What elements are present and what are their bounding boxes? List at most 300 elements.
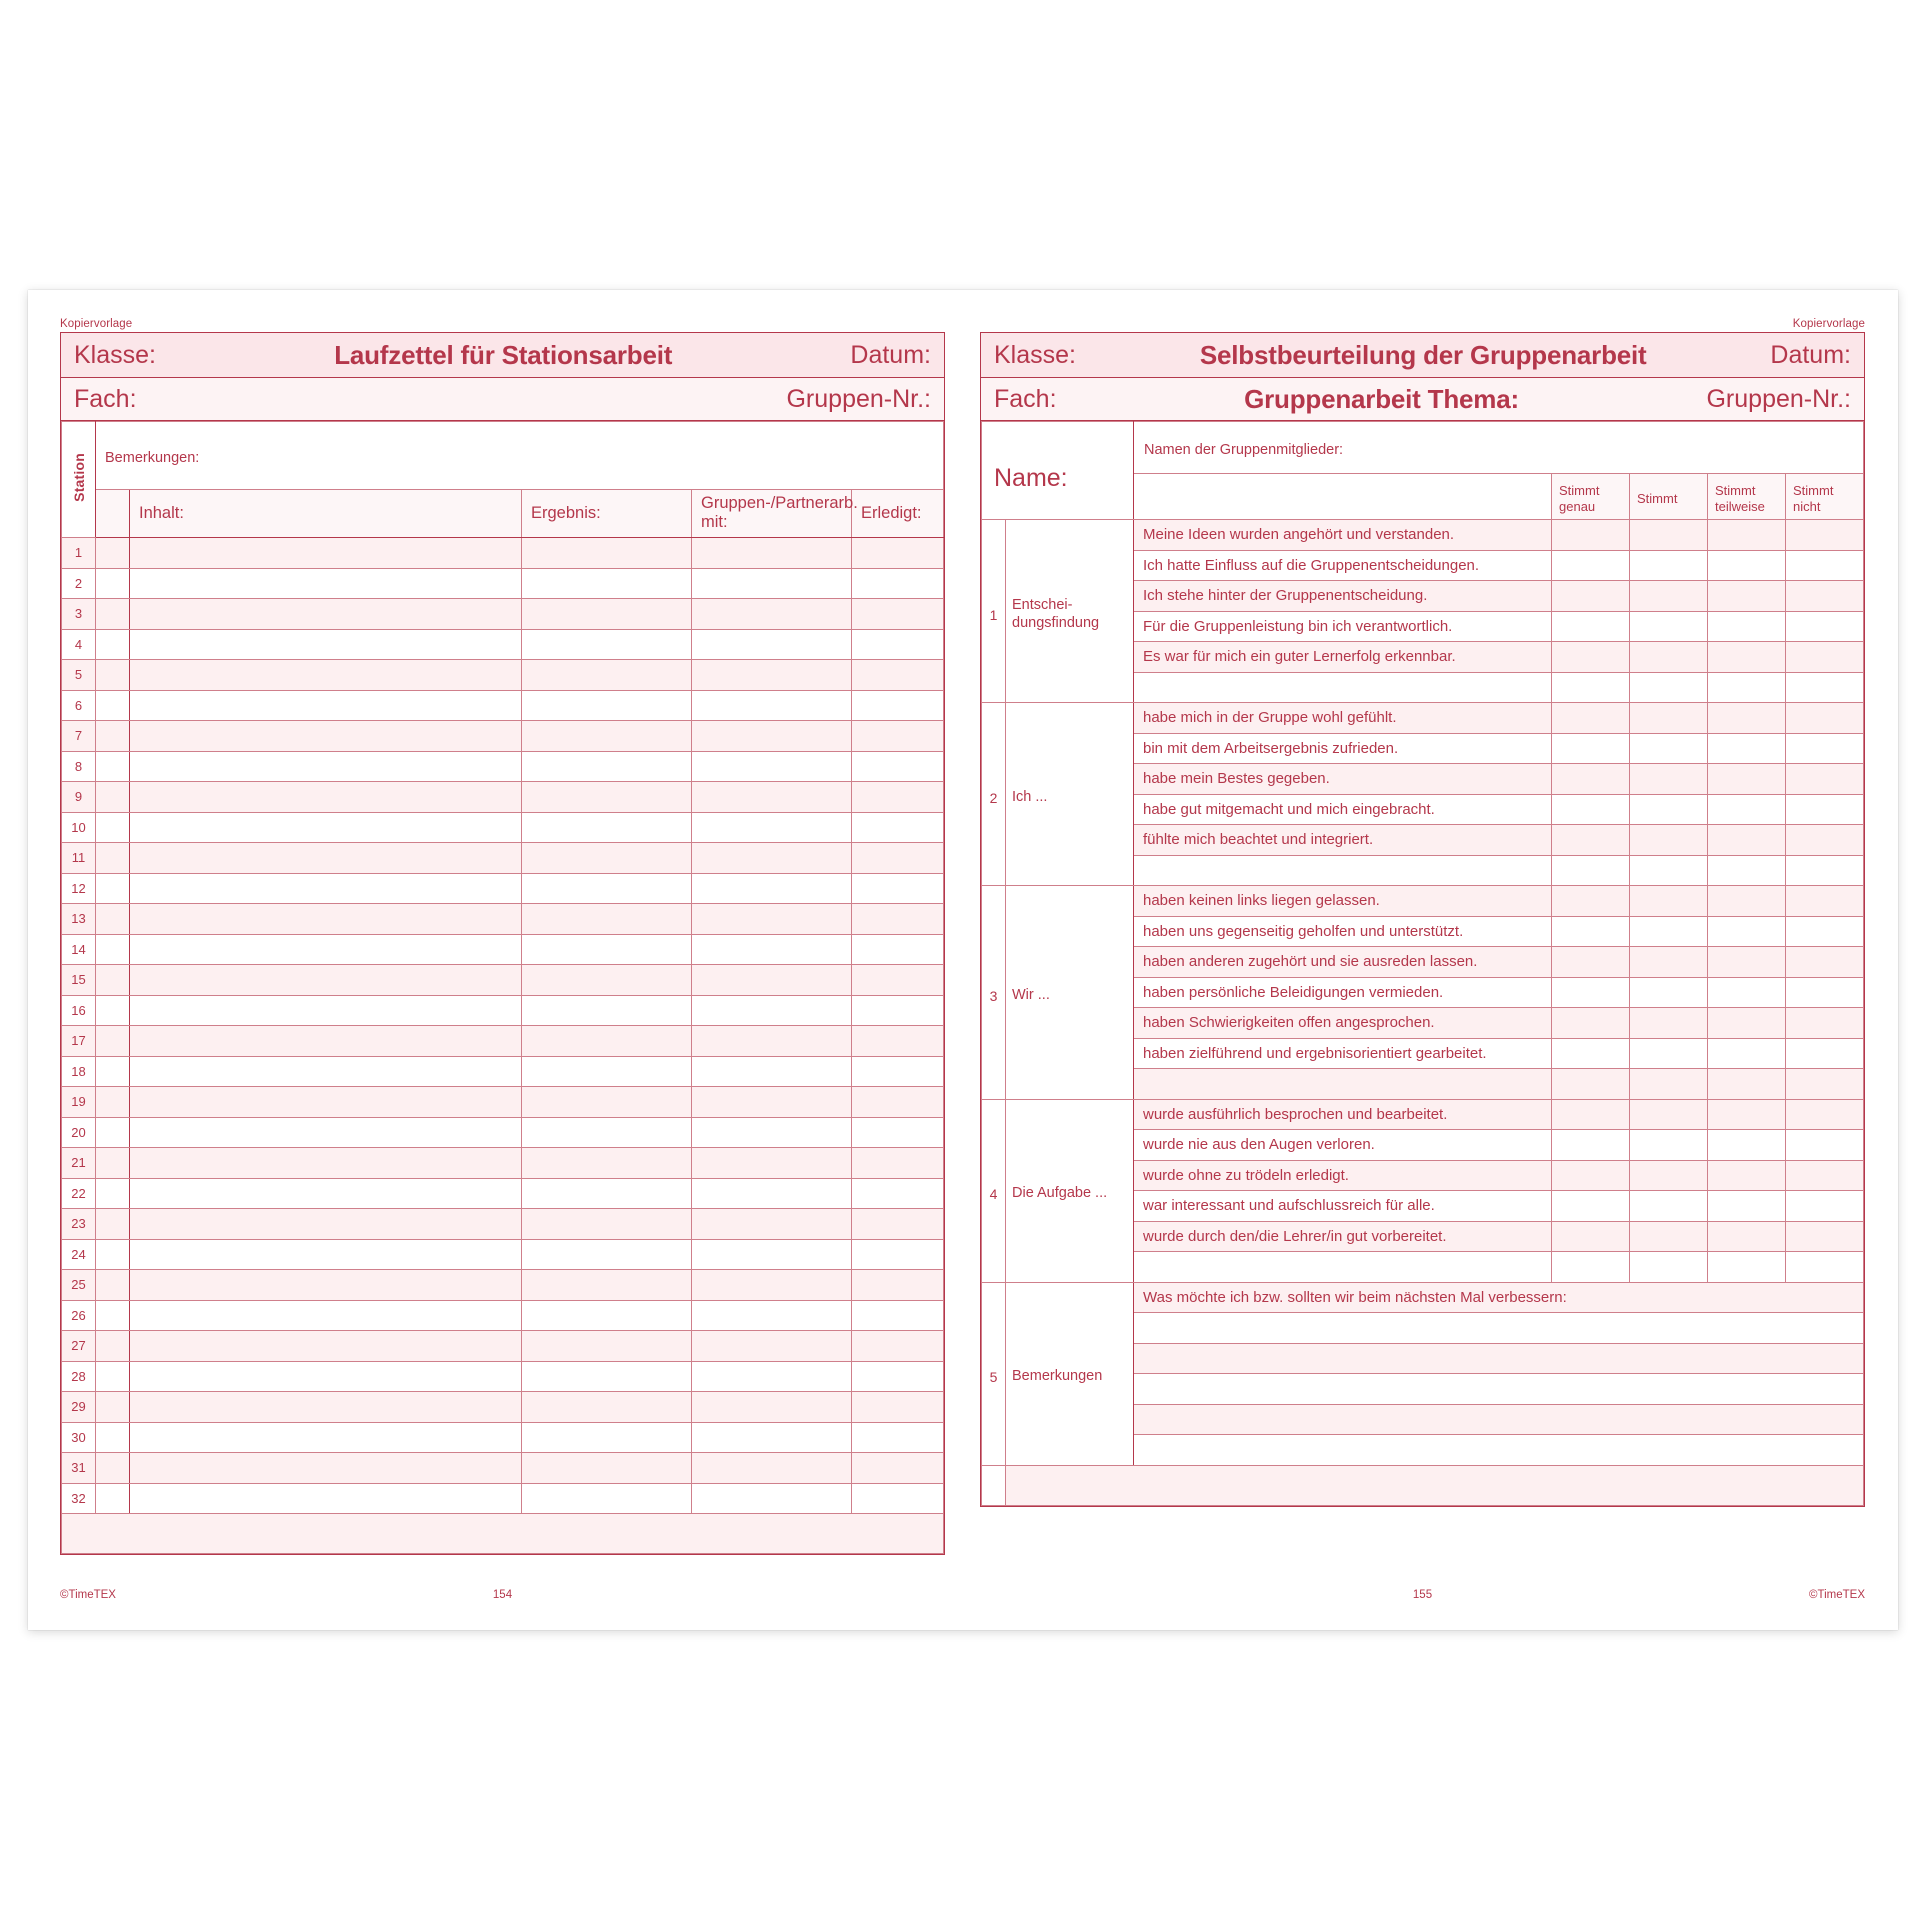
rating-checkbox-cell[interactable] xyxy=(1786,1252,1864,1283)
rating-checkbox-cell[interactable] xyxy=(1708,825,1786,856)
table-row[interactable] xyxy=(62,1331,944,1362)
row-station-cell[interactable] xyxy=(96,1239,130,1270)
row-erledigt-cell[interactable] xyxy=(851,1026,943,1057)
blank-statement-cell[interactable] xyxy=(1134,1069,1552,1100)
row-inhalt-cell[interactable] xyxy=(130,1300,522,1331)
rating-checkbox-cell[interactable] xyxy=(1552,1069,1630,1100)
row-gruppen-cell[interactable] xyxy=(691,1392,851,1423)
remarks-input-line[interactable] xyxy=(1134,1404,1864,1435)
row-gruppen-cell[interactable] xyxy=(691,1453,851,1484)
row-station-cell[interactable] xyxy=(96,934,130,965)
blank-statement-cell[interactable] xyxy=(1134,672,1552,703)
row-gruppen-cell[interactable] xyxy=(691,782,851,813)
rating-checkbox-cell[interactable] xyxy=(1786,947,1864,978)
row-inhalt-cell[interactable] xyxy=(130,1270,522,1301)
row-ergebnis-cell[interactable] xyxy=(521,599,691,630)
row-station-cell[interactable] xyxy=(96,1300,130,1331)
statement-row[interactable] xyxy=(982,703,1864,734)
rating-checkbox-cell[interactable] xyxy=(1786,1130,1864,1161)
row-gruppen-cell[interactable] xyxy=(691,629,851,660)
rating-checkbox-cell[interactable] xyxy=(1630,672,1708,703)
row-inhalt-cell[interactable] xyxy=(130,965,522,996)
rating-checkbox-cell[interactable] xyxy=(1630,642,1708,673)
row-erledigt-cell[interactable] xyxy=(851,1239,943,1270)
row-ergebnis-cell[interactable] xyxy=(521,629,691,660)
rating-checkbox-cell[interactable] xyxy=(1786,886,1864,917)
rating-checkbox-cell[interactable] xyxy=(1786,581,1864,612)
row-station-cell[interactable] xyxy=(96,538,130,569)
row-erledigt-cell[interactable] xyxy=(851,873,943,904)
row-erledigt-cell[interactable] xyxy=(851,1209,943,1240)
row-erledigt-cell[interactable] xyxy=(851,1056,943,1087)
row-gruppen-cell[interactable] xyxy=(691,1117,851,1148)
row-station-cell[interactable] xyxy=(96,690,130,721)
row-ergebnis-cell[interactable] xyxy=(521,782,691,813)
row-station-cell[interactable] xyxy=(96,812,130,843)
rating-checkbox-cell[interactable] xyxy=(1630,1130,1708,1161)
rating-checkbox-cell[interactable] xyxy=(1786,611,1864,642)
row-gruppen-cell[interactable] xyxy=(691,1178,851,1209)
row-inhalt-cell[interactable] xyxy=(130,1239,522,1270)
row-station-cell[interactable] xyxy=(96,568,130,599)
rating-checkbox-cell[interactable] xyxy=(1552,642,1630,673)
row-station-cell[interactable] xyxy=(96,843,130,874)
rating-checkbox-cell[interactable] xyxy=(1552,581,1630,612)
rating-checkbox-cell[interactable] xyxy=(1630,825,1708,856)
rating-checkbox-cell[interactable] xyxy=(1708,1191,1786,1222)
table-row[interactable] xyxy=(62,599,944,630)
row-ergebnis-cell[interactable] xyxy=(521,721,691,752)
rating-checkbox-cell[interactable] xyxy=(1630,886,1708,917)
statement-row[interactable] xyxy=(982,1099,1864,1130)
rating-checkbox-cell[interactable] xyxy=(1630,1221,1708,1252)
rating-checkbox-cell[interactable] xyxy=(1708,1008,1786,1039)
rating-checkbox-cell[interactable] xyxy=(1786,1069,1864,1100)
row-station-cell[interactable] xyxy=(96,1392,130,1423)
rating-checkbox-cell[interactable] xyxy=(1708,672,1786,703)
rating-checkbox-cell[interactable] xyxy=(1630,764,1708,795)
row-gruppen-cell[interactable] xyxy=(691,1270,851,1301)
row-station-cell[interactable] xyxy=(96,660,130,691)
row-ergebnis-cell[interactable] xyxy=(521,1026,691,1057)
row-erledigt-cell[interactable] xyxy=(851,843,943,874)
rating-checkbox-cell[interactable] xyxy=(1552,977,1630,1008)
table-row[interactable] xyxy=(62,843,944,874)
statement-row[interactable] xyxy=(982,886,1864,917)
row-erledigt-cell[interactable] xyxy=(851,599,943,630)
row-gruppen-cell[interactable] xyxy=(691,1148,851,1179)
row-erledigt-cell[interactable] xyxy=(851,538,943,569)
row-ergebnis-cell[interactable] xyxy=(521,1422,691,1453)
row-erledigt-cell[interactable] xyxy=(851,1361,943,1392)
row-ergebnis-cell[interactable] xyxy=(521,812,691,843)
row-station-cell[interactable] xyxy=(96,904,130,935)
table-row[interactable] xyxy=(62,1483,944,1514)
row-erledigt-cell[interactable] xyxy=(851,1148,943,1179)
row-ergebnis-cell[interactable] xyxy=(521,1300,691,1331)
rating-checkbox-cell[interactable] xyxy=(1630,520,1708,551)
rating-checkbox-cell[interactable] xyxy=(1630,1008,1708,1039)
row-erledigt-cell[interactable] xyxy=(851,1117,943,1148)
rating-checkbox-cell[interactable] xyxy=(1786,520,1864,551)
row-gruppen-cell[interactable] xyxy=(691,1087,851,1118)
rating-checkbox-cell[interactable] xyxy=(1630,1099,1708,1130)
rating-checkbox-cell[interactable] xyxy=(1708,520,1786,551)
row-gruppen-cell[interactable] xyxy=(691,599,851,630)
rating-checkbox-cell[interactable] xyxy=(1786,1038,1864,1069)
row-station-cell[interactable] xyxy=(96,1178,130,1209)
row-erledigt-cell[interactable] xyxy=(851,995,943,1026)
row-station-cell[interactable] xyxy=(96,751,130,782)
row-gruppen-cell[interactable] xyxy=(691,965,851,996)
table-row[interactable] xyxy=(62,873,944,904)
rating-checkbox-cell[interactable] xyxy=(1708,581,1786,612)
rating-checkbox-cell[interactable] xyxy=(1630,1069,1708,1100)
row-erledigt-cell[interactable] xyxy=(851,1178,943,1209)
row-inhalt-cell[interactable] xyxy=(130,812,522,843)
table-row[interactable] xyxy=(62,812,944,843)
blank-statement-cell[interactable] xyxy=(1134,855,1552,886)
table-row[interactable] xyxy=(62,1026,944,1057)
row-ergebnis-cell[interactable] xyxy=(521,1453,691,1484)
rating-checkbox-cell[interactable] xyxy=(1630,947,1708,978)
row-station-cell[interactable] xyxy=(96,1453,130,1484)
rating-checkbox-cell[interactable] xyxy=(1786,1099,1864,1130)
rating-checkbox-cell[interactable] xyxy=(1552,794,1630,825)
row-inhalt-cell[interactable] xyxy=(130,1209,522,1240)
row-gruppen-cell[interactable] xyxy=(691,1056,851,1087)
row-gruppen-cell[interactable] xyxy=(691,904,851,935)
row-gruppen-cell[interactable] xyxy=(691,1422,851,1453)
rating-checkbox-cell[interactable] xyxy=(1708,1130,1786,1161)
rating-checkbox-cell[interactable] xyxy=(1552,1038,1630,1069)
rating-checkbox-cell[interactable] xyxy=(1630,1252,1708,1283)
rating-checkbox-cell[interactable] xyxy=(1630,733,1708,764)
row-station-cell[interactable] xyxy=(96,1331,130,1362)
row-ergebnis-cell[interactable] xyxy=(521,1087,691,1118)
rating-checkbox-cell[interactable] xyxy=(1786,977,1864,1008)
row-ergebnis-cell[interactable] xyxy=(521,995,691,1026)
row-ergebnis-cell[interactable] xyxy=(521,751,691,782)
rating-checkbox-cell[interactable] xyxy=(1552,1099,1630,1130)
row-station-cell[interactable] xyxy=(96,1056,130,1087)
row-gruppen-cell[interactable] xyxy=(691,660,851,691)
table-row[interactable] xyxy=(62,965,944,996)
row-station-cell[interactable] xyxy=(96,1209,130,1240)
row-erledigt-cell[interactable] xyxy=(851,965,943,996)
row-inhalt-cell[interactable] xyxy=(130,1361,522,1392)
rating-checkbox-cell[interactable] xyxy=(1630,855,1708,886)
row-gruppen-cell[interactable] xyxy=(691,934,851,965)
row-gruppen-cell[interactable] xyxy=(691,843,851,874)
row-gruppen-cell[interactable] xyxy=(691,995,851,1026)
rating-checkbox-cell[interactable] xyxy=(1630,1038,1708,1069)
row-gruppen-cell[interactable] xyxy=(691,1239,851,1270)
row-inhalt-cell[interactable] xyxy=(130,934,522,965)
row-ergebnis-cell[interactable] xyxy=(521,843,691,874)
table-row[interactable] xyxy=(62,1422,944,1453)
row-station-cell[interactable] xyxy=(96,1087,130,1118)
rating-checkbox-cell[interactable] xyxy=(1786,1191,1864,1222)
row-erledigt-cell[interactable] xyxy=(851,568,943,599)
row-inhalt-cell[interactable] xyxy=(130,660,522,691)
row-gruppen-cell[interactable] xyxy=(691,690,851,721)
rating-checkbox-cell[interactable] xyxy=(1630,1160,1708,1191)
table-row[interactable] xyxy=(62,1056,944,1087)
rating-checkbox-cell[interactable] xyxy=(1552,947,1630,978)
row-ergebnis-cell[interactable] xyxy=(521,1361,691,1392)
row-ergebnis-cell[interactable] xyxy=(521,1483,691,1514)
rating-checkbox-cell[interactable] xyxy=(1552,1130,1630,1161)
row-station-cell[interactable] xyxy=(96,782,130,813)
row-station-cell[interactable] xyxy=(96,873,130,904)
table-row[interactable] xyxy=(62,1148,944,1179)
rating-checkbox-cell[interactable] xyxy=(1708,550,1786,581)
remarks-input-line[interactable] xyxy=(1134,1343,1864,1374)
rating-checkbox-cell[interactable] xyxy=(1552,1008,1630,1039)
row-inhalt-cell[interactable] xyxy=(130,751,522,782)
table-row[interactable] xyxy=(62,660,944,691)
rating-checkbox-cell[interactable] xyxy=(1630,916,1708,947)
rating-checkbox-cell[interactable] xyxy=(1552,825,1630,856)
row-gruppen-cell[interactable] xyxy=(691,538,851,569)
row-gruppen-cell[interactable] xyxy=(691,1209,851,1240)
row-erledigt-cell[interactable] xyxy=(851,1453,943,1484)
rating-checkbox-cell[interactable] xyxy=(1708,1252,1786,1283)
table-row[interactable] xyxy=(62,690,944,721)
rating-checkbox-cell[interactable] xyxy=(1786,703,1864,734)
rating-checkbox-cell[interactable] xyxy=(1552,672,1630,703)
row-gruppen-cell[interactable] xyxy=(691,568,851,599)
rating-checkbox-cell[interactable] xyxy=(1630,550,1708,581)
table-row[interactable] xyxy=(62,538,944,569)
table-row[interactable] xyxy=(62,995,944,1026)
row-erledigt-cell[interactable] xyxy=(851,1300,943,1331)
table-row[interactable] xyxy=(62,1453,944,1484)
row-erledigt-cell[interactable] xyxy=(851,782,943,813)
table-row[interactable] xyxy=(62,1270,944,1301)
rating-checkbox-cell[interactable] xyxy=(1786,1160,1864,1191)
row-inhalt-cell[interactable] xyxy=(130,1087,522,1118)
name-field-label[interactable]: Name: xyxy=(982,422,1134,520)
rating-checkbox-cell[interactable] xyxy=(1708,794,1786,825)
row-gruppen-cell[interactable] xyxy=(691,1026,851,1057)
row-ergebnis-cell[interactable] xyxy=(521,934,691,965)
row-inhalt-cell[interactable] xyxy=(130,1331,522,1362)
table-row[interactable] xyxy=(62,721,944,752)
rating-checkbox-cell[interactable] xyxy=(1708,977,1786,1008)
row-inhalt-cell[interactable] xyxy=(130,904,522,935)
rating-checkbox-cell[interactable] xyxy=(1630,1191,1708,1222)
table-row[interactable] xyxy=(62,1178,944,1209)
rating-checkbox-cell[interactable] xyxy=(1630,703,1708,734)
row-inhalt-cell[interactable] xyxy=(130,1026,522,1057)
row-inhalt-cell[interactable] xyxy=(130,629,522,660)
row-erledigt-cell[interactable] xyxy=(851,1331,943,1362)
row-inhalt-cell[interactable] xyxy=(130,1392,522,1423)
rating-checkbox-cell[interactable] xyxy=(1630,611,1708,642)
rating-checkbox-cell[interactable] xyxy=(1630,794,1708,825)
row-station-cell[interactable] xyxy=(96,1483,130,1514)
rating-checkbox-cell[interactable] xyxy=(1708,764,1786,795)
row-gruppen-cell[interactable] xyxy=(691,1361,851,1392)
row-station-cell[interactable] xyxy=(96,1270,130,1301)
row-ergebnis-cell[interactable] xyxy=(521,1148,691,1179)
rating-checkbox-cell[interactable] xyxy=(1552,703,1630,734)
row-ergebnis-cell[interactable] xyxy=(521,1117,691,1148)
rating-checkbox-cell[interactable] xyxy=(1708,1069,1786,1100)
rating-checkbox-cell[interactable] xyxy=(1630,977,1708,1008)
row-inhalt-cell[interactable] xyxy=(130,1117,522,1148)
table-row[interactable] xyxy=(62,1117,944,1148)
row-station-cell[interactable] xyxy=(96,1117,130,1148)
table-row[interactable] xyxy=(62,1300,944,1331)
table-row[interactable] xyxy=(62,934,944,965)
rating-checkbox-cell[interactable] xyxy=(1786,1221,1864,1252)
row-inhalt-cell[interactable] xyxy=(130,721,522,752)
row-erledigt-cell[interactable] xyxy=(851,1392,943,1423)
row-ergebnis-cell[interactable] xyxy=(521,1270,691,1301)
rating-checkbox-cell[interactable] xyxy=(1552,886,1630,917)
rating-checkbox-cell[interactable] xyxy=(1708,855,1786,886)
row-gruppen-cell[interactable] xyxy=(691,873,851,904)
rating-checkbox-cell[interactable] xyxy=(1708,1099,1786,1130)
rating-checkbox-cell[interactable] xyxy=(1786,1008,1864,1039)
rating-checkbox-cell[interactable] xyxy=(1552,1221,1630,1252)
row-inhalt-cell[interactable] xyxy=(130,568,522,599)
row-gruppen-cell[interactable] xyxy=(691,1483,851,1514)
rating-checkbox-cell[interactable] xyxy=(1708,703,1786,734)
rating-checkbox-cell[interactable] xyxy=(1786,916,1864,947)
rating-checkbox-cell[interactable] xyxy=(1552,1252,1630,1283)
rating-checkbox-cell[interactable] xyxy=(1708,1221,1786,1252)
blank-statement-cell[interactable] xyxy=(1134,1252,1552,1283)
rating-checkbox-cell[interactable] xyxy=(1786,550,1864,581)
row-ergebnis-cell[interactable] xyxy=(521,568,691,599)
rating-checkbox-cell[interactable] xyxy=(1708,733,1786,764)
row-inhalt-cell[interactable] xyxy=(130,1178,522,1209)
row-inhalt-cell[interactable] xyxy=(130,538,522,569)
row-erledigt-cell[interactable] xyxy=(851,721,943,752)
row-gruppen-cell[interactable] xyxy=(691,1300,851,1331)
row-ergebnis-cell[interactable] xyxy=(521,965,691,996)
rating-checkbox-cell[interactable] xyxy=(1708,947,1786,978)
row-ergebnis-cell[interactable] xyxy=(521,1209,691,1240)
row-station-cell[interactable] xyxy=(96,599,130,630)
row-erledigt-cell[interactable] xyxy=(851,690,943,721)
row-ergebnis-cell[interactable] xyxy=(521,1239,691,1270)
row-erledigt-cell[interactable] xyxy=(851,1483,943,1514)
row-inhalt-cell[interactable] xyxy=(130,690,522,721)
rating-checkbox-cell[interactable] xyxy=(1708,642,1786,673)
table-row[interactable] xyxy=(62,1087,944,1118)
table-row[interactable] xyxy=(62,904,944,935)
rating-checkbox-cell[interactable] xyxy=(1786,825,1864,856)
row-inhalt-cell[interactable] xyxy=(130,1453,522,1484)
rating-checkbox-cell[interactable] xyxy=(1552,916,1630,947)
rating-checkbox-cell[interactable] xyxy=(1552,611,1630,642)
row-ergebnis-cell[interactable] xyxy=(521,1392,691,1423)
row-station-cell[interactable] xyxy=(96,1361,130,1392)
row-inhalt-cell[interactable] xyxy=(130,599,522,630)
row-erledigt-cell[interactable] xyxy=(851,904,943,935)
row-station-cell[interactable] xyxy=(96,1422,130,1453)
statement-row[interactable] xyxy=(982,520,1864,551)
table-row[interactable] xyxy=(62,1209,944,1240)
rating-checkbox-cell[interactable] xyxy=(1786,642,1864,673)
row-erledigt-cell[interactable] xyxy=(851,934,943,965)
row-inhalt-cell[interactable] xyxy=(130,873,522,904)
rating-checkbox-cell[interactable] xyxy=(1708,1038,1786,1069)
row-station-cell[interactable] xyxy=(96,721,130,752)
row-inhalt-cell[interactable] xyxy=(130,1483,522,1514)
table-row[interactable] xyxy=(62,782,944,813)
row-erledigt-cell[interactable] xyxy=(851,1422,943,1453)
remarks-input-line[interactable] xyxy=(1134,1374,1864,1405)
row-ergebnis-cell[interactable] xyxy=(521,904,691,935)
row-gruppen-cell[interactable] xyxy=(691,751,851,782)
rating-checkbox-cell[interactable] xyxy=(1786,672,1864,703)
rating-checkbox-cell[interactable] xyxy=(1552,855,1630,886)
rating-checkbox-cell[interactable] xyxy=(1552,733,1630,764)
row-inhalt-cell[interactable] xyxy=(130,843,522,874)
row-inhalt-cell[interactable] xyxy=(130,1056,522,1087)
row-station-cell[interactable] xyxy=(96,995,130,1026)
rating-checkbox-cell[interactable] xyxy=(1552,550,1630,581)
rating-checkbox-cell[interactable] xyxy=(1786,855,1864,886)
row-erledigt-cell[interactable] xyxy=(851,812,943,843)
table-row[interactable] xyxy=(62,1392,944,1423)
rating-checkbox-cell[interactable] xyxy=(1708,611,1786,642)
rating-checkbox-cell[interactable] xyxy=(1708,886,1786,917)
row-ergebnis-cell[interactable] xyxy=(521,538,691,569)
rating-checkbox-cell[interactable] xyxy=(1708,916,1786,947)
rating-checkbox-cell[interactable] xyxy=(1786,764,1864,795)
rating-checkbox-cell[interactable] xyxy=(1552,764,1630,795)
table-row[interactable] xyxy=(62,568,944,599)
table-row[interactable] xyxy=(62,629,944,660)
row-station-cell[interactable] xyxy=(96,1026,130,1057)
row-gruppen-cell[interactable] xyxy=(691,812,851,843)
row-ergebnis-cell[interactable] xyxy=(521,1331,691,1362)
row-erledigt-cell[interactable] xyxy=(851,1270,943,1301)
rating-checkbox-cell[interactable] xyxy=(1786,794,1864,825)
row-inhalt-cell[interactable] xyxy=(130,782,522,813)
rating-checkbox-cell[interactable] xyxy=(1786,733,1864,764)
row-station-cell[interactable] xyxy=(96,629,130,660)
row-inhalt-cell[interactable] xyxy=(130,1148,522,1179)
table-row[interactable] xyxy=(62,1239,944,1270)
row-ergebnis-cell[interactable] xyxy=(521,690,691,721)
group-members-label[interactable]: Namen der Gruppenmitglieder: xyxy=(1134,422,1864,474)
row-erledigt-cell[interactable] xyxy=(851,660,943,691)
row-ergebnis-cell[interactable] xyxy=(521,660,691,691)
row-ergebnis-cell[interactable] xyxy=(521,1178,691,1209)
rating-checkbox-cell[interactable] xyxy=(1708,1160,1786,1191)
row-ergebnis-cell[interactable] xyxy=(521,1056,691,1087)
row-gruppen-cell[interactable] xyxy=(691,1331,851,1362)
row-station-cell[interactable] xyxy=(96,1148,130,1179)
table-row[interactable] xyxy=(62,751,944,782)
rating-checkbox-cell[interactable] xyxy=(1552,1160,1630,1191)
row-erledigt-cell[interactable] xyxy=(851,1087,943,1118)
row-erledigt-cell[interactable] xyxy=(851,629,943,660)
remarks-input-line[interactable] xyxy=(1134,1313,1864,1344)
row-inhalt-cell[interactable] xyxy=(130,1422,522,1453)
table-row[interactable] xyxy=(62,1361,944,1392)
row-gruppen-cell[interactable] xyxy=(691,721,851,752)
row-ergebnis-cell[interactable] xyxy=(521,873,691,904)
